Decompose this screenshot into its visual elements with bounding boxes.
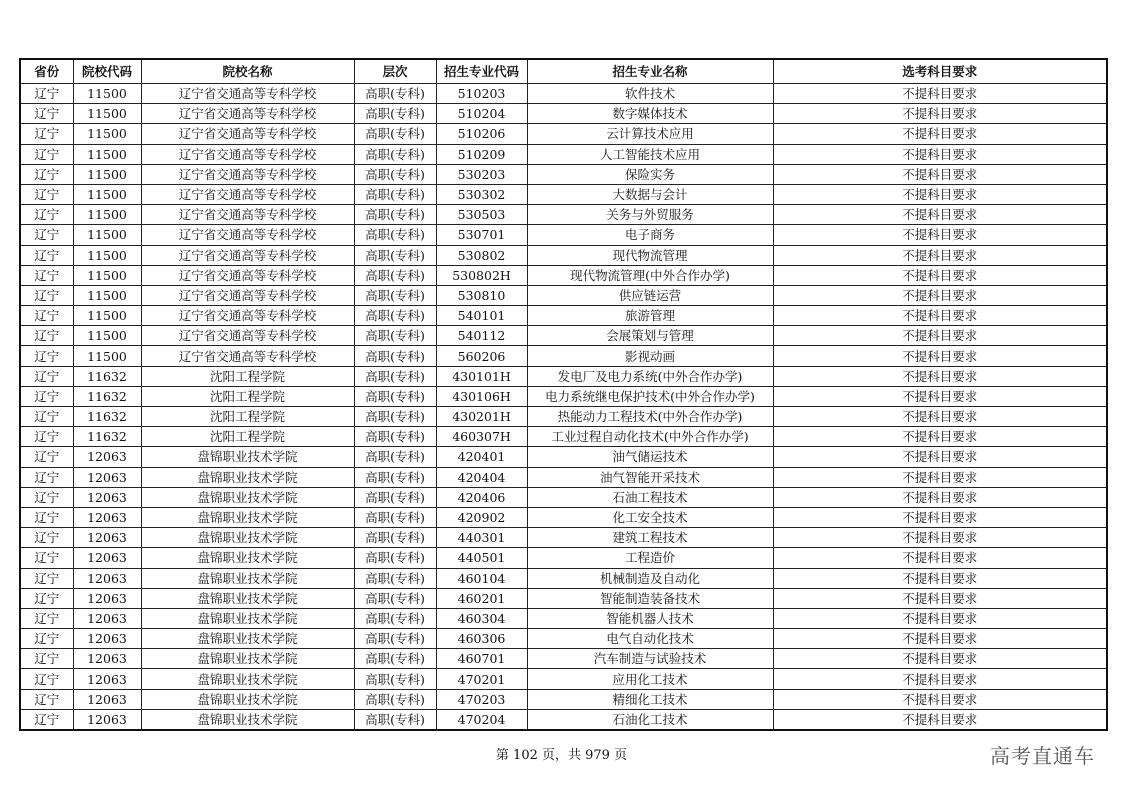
cell-subject-requirement: 不提科目要求 [773,184,1107,204]
cell-school-code: 12063 [73,528,141,548]
cell-major-code: 430201H [436,407,527,427]
column-header-province: 省份 [20,59,73,84]
cell-province: 辽宁 [20,184,73,204]
cell-major-name: 建筑工程技术 [527,528,773,548]
table-row [20,629,1107,649]
cell-level: 高职(专科) [354,649,436,669]
table-row [20,568,1107,588]
cell-subject-requirement: 不提科目要求 [773,548,1107,568]
cell-school-name: 辽宁省交通高等专科学校 [141,265,354,285]
cell-level: 高职(专科) [354,205,436,225]
cell-major-name: 电气自动化技术 [527,629,773,649]
table-row [20,669,1107,689]
cell-major-code: 540112 [436,326,527,346]
cell-subject-requirement: 不提科目要求 [773,285,1107,305]
cell-major-name: 现代物流管理(中外合作办学) [527,265,773,285]
cell-school-code: 11632 [73,386,141,406]
cell-major-code: 470201 [436,669,527,689]
cell-subject-requirement: 不提科目要求 [773,144,1107,164]
cell-major-name: 机械制造及自动化 [527,568,773,588]
cell-level: 高职(专科) [354,588,436,608]
cell-subject-requirement: 不提科目要求 [773,124,1107,144]
cell-major-code: 560206 [436,346,527,366]
cell-school-name: 辽宁省交通高等专科学校 [141,124,354,144]
cell-subject-requirement: 不提科目要求 [773,225,1107,245]
cell-major-name: 油气储运技术 [527,447,773,467]
cell-major-name: 工业过程自动化技术(中外合作办学) [527,427,773,447]
cell-school-name: 沈阳工程学院 [141,407,354,427]
cell-school-code: 11500 [73,265,141,285]
cell-school-code: 11500 [73,184,141,204]
cell-level: 高职(专科) [354,608,436,628]
cell-province: 辽宁 [20,407,73,427]
cell-school-name: 盘锦职业技术学院 [141,608,354,628]
cell-level: 高职(专科) [354,709,436,730]
cell-subject-requirement: 不提科目要求 [773,528,1107,548]
page-number: 第 102 页，共 979 页 [495,748,628,763]
cell-level: 高职(专科) [354,84,436,104]
cell-subject-requirement: 不提科目要求 [773,689,1107,709]
table-body [20,84,1107,731]
cell-subject-requirement: 不提科目要求 [773,649,1107,669]
cell-province: 辽宁 [20,669,73,689]
cell-school-code: 11500 [73,144,141,164]
cell-province: 辽宁 [20,245,73,265]
cell-subject-requirement: 不提科目要求 [773,205,1107,225]
cell-major-code: 460306 [436,629,527,649]
cell-major-name: 热能动力工程技术(中外合作办学) [527,407,773,427]
cell-major-code: 430106H [436,386,527,406]
cell-level: 高职(专科) [354,669,436,689]
cell-major-code: 420401 [436,447,527,467]
cell-major-code: 530203 [436,164,527,184]
cell-school-code: 11500 [73,225,141,245]
cell-school-name: 辽宁省交通高等专科学校 [141,84,354,104]
cell-school-code: 12063 [73,608,141,628]
cell-province: 辽宁 [20,225,73,245]
cell-school-name: 沈阳工程学院 [141,366,354,386]
cell-major-code: 530302 [436,184,527,204]
cell-major-name: 人工智能技术应用 [527,144,773,164]
cell-province: 辽宁 [20,366,73,386]
cell-school-code: 12063 [73,568,141,588]
cell-school-name: 盘锦职业技术学院 [141,709,354,730]
cell-level: 高职(专科) [354,548,436,568]
cell-subject-requirement: 不提科目要求 [773,306,1107,326]
cell-major-code: 510206 [436,124,527,144]
cell-major-code: 470203 [436,689,527,709]
cell-subject-requirement: 不提科目要求 [773,245,1107,265]
cell-major-name: 智能制造装备技术 [527,588,773,608]
cell-province: 辽宁 [20,608,73,628]
cell-subject-requirement: 不提科目要求 [773,568,1107,588]
cell-major-code: 510204 [436,104,527,124]
cell-major-name: 油气智能开采技术 [527,467,773,487]
cell-major-name: 会展策划与管理 [527,326,773,346]
cell-major-code: 530802 [436,245,527,265]
cell-major-name: 现代物流管理 [527,245,773,265]
cell-school-name: 辽宁省交通高等专科学校 [141,225,354,245]
cell-school-name: 辽宁省交通高等专科学校 [141,184,354,204]
cell-major-name: 汽车制造与试验技术 [527,649,773,669]
table-row [20,164,1107,184]
cell-major-code: 460307H [436,427,527,447]
cell-subject-requirement: 不提科目要求 [773,326,1107,346]
cell-school-code: 11500 [73,346,141,366]
cell-school-code: 11500 [73,104,141,124]
cell-major-code: 510209 [436,144,527,164]
table-row [20,346,1107,366]
cell-major-name: 关务与外贸服务 [527,205,773,225]
cell-province: 辽宁 [20,306,73,326]
cell-major-name: 保险实务 [527,164,773,184]
table-row [20,467,1107,487]
cell-level: 高职(专科) [354,507,436,527]
cell-major-name: 大数据与会计 [527,184,773,204]
table-row [20,306,1107,326]
cell-province: 辽宁 [20,124,73,144]
cell-level: 高职(专科) [354,225,436,245]
cell-subject-requirement: 不提科目要求 [773,447,1107,467]
cell-subject-requirement: 不提科目要求 [773,427,1107,447]
table-row [20,184,1107,204]
column-header-major-name: 招生专业名称 [527,59,773,84]
cell-province: 辽宁 [20,629,73,649]
cell-school-code: 12063 [73,669,141,689]
cell-school-code: 12063 [73,487,141,507]
cell-province: 辽宁 [20,104,73,124]
cell-major-code: 420404 [436,467,527,487]
cell-major-code: 460304 [436,608,527,628]
cell-major-name: 供应链运营 [527,285,773,305]
cell-province: 辽宁 [20,507,73,527]
cell-school-name: 盘锦职业技术学院 [141,669,354,689]
cell-school-name: 盘锦职业技术学院 [141,548,354,568]
table-row [20,386,1107,406]
cell-subject-requirement: 不提科目要求 [773,386,1107,406]
cell-school-name: 盘锦职业技术学院 [141,629,354,649]
cell-subject-requirement: 不提科目要求 [773,507,1107,527]
cell-subject-requirement: 不提科目要求 [773,104,1107,124]
cell-school-name: 辽宁省交通高等专科学校 [141,164,354,184]
cell-level: 高职(专科) [354,104,436,124]
cell-province: 辽宁 [20,649,73,669]
cell-school-name: 辽宁省交通高等专科学校 [141,205,354,225]
cell-school-name: 盘锦职业技术学院 [141,568,354,588]
cell-school-code: 12063 [73,467,141,487]
table-row [20,588,1107,608]
header-row [20,59,1107,84]
cell-level: 高职(专科) [354,124,436,144]
cell-level: 高职(专科) [354,184,436,204]
cell-level: 高职(专科) [354,386,436,406]
table-row [20,84,1107,104]
cell-major-code: 510203 [436,84,527,104]
cell-school-code: 12063 [73,689,141,709]
cell-school-name: 盘锦职业技术学院 [141,689,354,709]
cell-subject-requirement: 不提科目要求 [773,346,1107,366]
table-row [20,104,1107,124]
cell-subject-requirement: 不提科目要求 [773,669,1107,689]
cell-school-name: 辽宁省交通高等专科学校 [141,306,354,326]
cell-major-name: 石油工程技术 [527,487,773,507]
table-row [20,689,1107,709]
cell-school-code: 12063 [73,709,141,730]
cell-province: 辽宁 [20,285,73,305]
admissions-table [19,58,1108,731]
cell-school-code: 11500 [73,326,141,346]
column-header-major-code: 招生专业代码 [436,59,527,84]
cell-level: 高职(专科) [354,447,436,467]
cell-province: 辽宁 [20,386,73,406]
cell-major-name: 电力系统继电保护技术(中外合作办学) [527,386,773,406]
cell-school-name: 盘锦职业技术学院 [141,487,354,507]
cell-province: 辽宁 [20,548,73,568]
cell-school-name: 盘锦职业技术学院 [141,447,354,467]
cell-school-code: 12063 [73,447,141,467]
table-row [20,507,1107,527]
cell-subject-requirement: 不提科目要求 [773,467,1107,487]
cell-school-code: 12063 [73,507,141,527]
cell-major-code: 470204 [436,709,527,730]
cell-major-name: 电子商务 [527,225,773,245]
table-row [20,407,1107,427]
cell-school-name: 盘锦职业技术学院 [141,588,354,608]
table-row [20,265,1107,285]
cell-level: 高职(专科) [354,629,436,649]
cell-school-code: 11632 [73,407,141,427]
cell-level: 高职(专科) [354,487,436,507]
cell-school-code: 11632 [73,366,141,386]
cell-level: 高职(专科) [354,366,436,386]
table-row [20,124,1107,144]
cell-province: 辽宁 [20,447,73,467]
cell-level: 高职(专科) [354,326,436,346]
cell-major-name: 石油化工技术 [527,709,773,730]
cell-school-name: 辽宁省交通高等专科学校 [141,245,354,265]
cell-school-name: 沈阳工程学院 [141,386,354,406]
cell-major-name: 数字媒体技术 [527,104,773,124]
cell-level: 高职(专科) [354,245,436,265]
cell-school-code: 11500 [73,245,141,265]
cell-subject-requirement: 不提科目要求 [773,629,1107,649]
cell-school-code: 11500 [73,124,141,144]
cell-province: 辽宁 [20,84,73,104]
cell-subject-requirement: 不提科目要求 [773,265,1107,285]
cell-province: 辽宁 [20,265,73,285]
table-row [20,225,1107,245]
cell-subject-requirement: 不提科目要求 [773,84,1107,104]
cell-level: 高职(专科) [354,467,436,487]
cell-subject-requirement: 不提科目要求 [773,487,1107,507]
cell-major-name: 云计算技术应用 [527,124,773,144]
cell-subject-requirement: 不提科目要求 [773,709,1107,730]
cell-subject-requirement: 不提科目要求 [773,366,1107,386]
table-row [20,487,1107,507]
cell-school-name: 盘锦职业技术学院 [141,467,354,487]
column-header-school-name: 院校名称 [141,59,354,84]
cell-major-name: 影视动画 [527,346,773,366]
cell-level: 高职(专科) [354,285,436,305]
table-row [20,366,1107,386]
cell-major-name: 旅游管理 [527,306,773,326]
table-row [20,608,1107,628]
cell-province: 辽宁 [20,528,73,548]
cell-level: 高职(专科) [354,306,436,326]
cell-province: 辽宁 [20,205,73,225]
cell-school-code: 11500 [73,84,141,104]
cell-level: 高职(专科) [354,689,436,709]
column-header-subject-requirement: 选考科目要求 [773,59,1107,84]
column-header-level: 层次 [354,59,436,84]
cell-school-name: 盘锦职业技术学院 [141,507,354,527]
cell-school-code: 11632 [73,427,141,447]
cell-province: 辽宁 [20,427,73,447]
cell-major-name: 精细化工技术 [527,689,773,709]
table-row [20,144,1107,164]
cell-level: 高职(专科) [354,144,436,164]
cell-province: 辽宁 [20,346,73,366]
cell-school-name: 沈阳工程学院 [141,427,354,447]
cell-school-code: 11500 [73,205,141,225]
table-row [20,447,1107,467]
cell-school-name: 辽宁省交通高等专科学校 [141,326,354,346]
table-row [20,326,1107,346]
cell-school-code: 11500 [73,285,141,305]
cell-level: 高职(专科) [354,528,436,548]
table-row [20,709,1107,730]
cell-province: 辽宁 [20,588,73,608]
cell-major-code: 540101 [436,306,527,326]
cell-school-code: 11500 [73,306,141,326]
cell-major-code: 530701 [436,225,527,245]
cell-major-code: 530802H [436,265,527,285]
cell-school-name: 辽宁省交通高等专科学校 [141,104,354,124]
cell-major-code: 460701 [436,649,527,669]
table-row [20,245,1107,265]
cell-major-code: 420406 [436,487,527,507]
cell-province: 辽宁 [20,467,73,487]
cell-major-code: 430101H [436,366,527,386]
cell-major-code: 440301 [436,528,527,548]
cell-subject-requirement: 不提科目要求 [773,588,1107,608]
cell-school-name: 辽宁省交通高等专科学校 [141,144,354,164]
column-header-school-code: 院校代码 [73,59,141,84]
cell-major-name: 软件技术 [527,84,773,104]
cell-school-name: 辽宁省交通高等专科学校 [141,346,354,366]
cell-subject-requirement: 不提科目要求 [773,164,1107,184]
cell-school-code: 12063 [73,588,141,608]
cell-province: 辽宁 [20,568,73,588]
cell-province: 辽宁 [20,709,73,730]
table-row [20,205,1107,225]
table-row [20,528,1107,548]
cell-school-code: 11500 [73,164,141,184]
cell-level: 高职(专科) [354,164,436,184]
cell-level: 高职(专科) [354,568,436,588]
cell-province: 辽宁 [20,164,73,184]
cell-major-name: 应用化工技术 [527,669,773,689]
cell-level: 高职(专科) [354,346,436,366]
cell-province: 辽宁 [20,144,73,164]
watermark: 高考直通车 [990,744,1095,768]
cell-level: 高职(专科) [354,407,436,427]
cell-major-code: 440501 [436,548,527,568]
cell-level: 高职(专科) [354,265,436,285]
cell-major-name: 化工安全技术 [527,507,773,527]
cell-subject-requirement: 不提科目要求 [773,407,1107,427]
cell-level: 高职(专科) [354,427,436,447]
cell-major-code: 460201 [436,588,527,608]
table-row [20,548,1107,568]
cell-major-code: 530503 [436,205,527,225]
cell-school-name: 盘锦职业技术学院 [141,528,354,548]
cell-province: 辽宁 [20,326,73,346]
cell-school-code: 12063 [73,629,141,649]
cell-major-code: 420902 [436,507,527,527]
table-row [20,285,1107,305]
cell-major-code: 530810 [436,285,527,305]
cell-province: 辽宁 [20,487,73,507]
cell-major-name: 工程造价 [527,548,773,568]
cell-school-code: 12063 [73,649,141,669]
cell-major-code: 460104 [436,568,527,588]
table-row [20,427,1107,447]
cell-province: 辽宁 [20,689,73,709]
cell-school-name: 辽宁省交通高等专科学校 [141,285,354,305]
cell-major-name: 发电厂及电力系统(中外合作办学) [527,366,773,386]
cell-subject-requirement: 不提科目要求 [773,608,1107,628]
cell-school-code: 12063 [73,548,141,568]
cell-major-name: 智能机器人技术 [527,608,773,628]
table-row [20,649,1107,669]
cell-school-name: 盘锦职业技术学院 [141,649,354,669]
